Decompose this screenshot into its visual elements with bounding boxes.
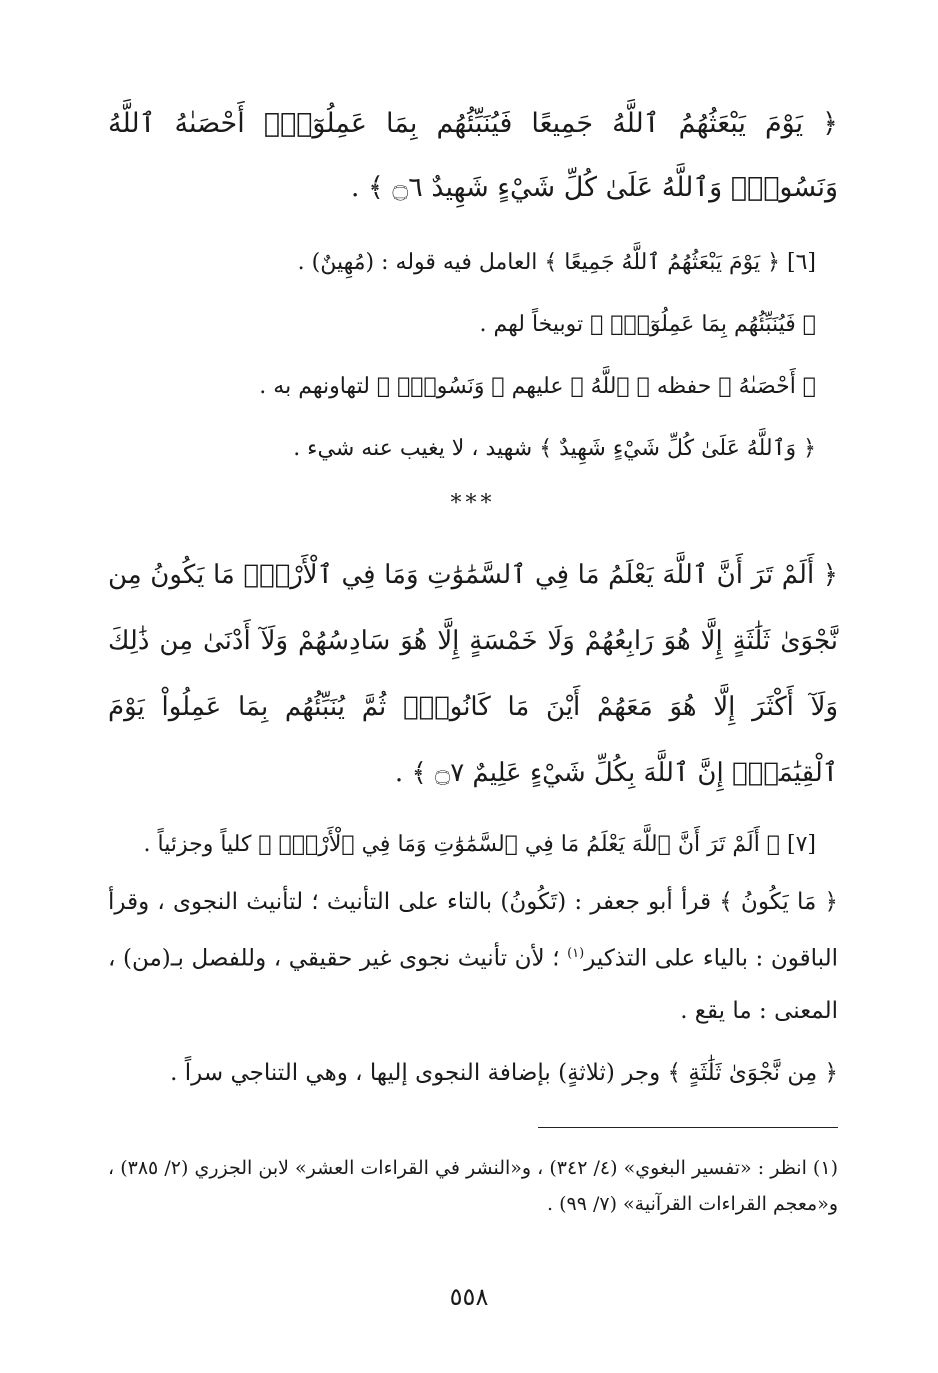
- footnote-reference[interactable]: (١): [567, 946, 585, 961]
- tafsir-7-para-3: ﴿ مِن نَّجْوَىٰ ثَلَٰثَةٍ ﴾ وجر (ثلاثةٍ) بإضافة النجوى إليها ، وهي التناجي سراً .: [170, 1059, 838, 1086]
- tafsir-7-para-2-tail: ؛ لأن تأنيث نجوى غير حقيقي ، وللفصل بـ(من) ، المعنى : ما يقع .: [108, 945, 838, 1024]
- tafsir-7-para-2: [108, 876, 838, 1037]
- tafsir-7-para-2-text: ﴿ مَا يَكُونُ ﴾ قرأ أبو جعفر : (تَكُونُ) بالتاء على التأنيث ؛ لتأنيث النجوى ، وقرأ الباقون : بالياء على التذكير: [108, 889, 838, 972]
- tafsir-6-para-3: ﴿ أَحْصَىٰهُ ﴾ حفظه ﴿ ٱللَّهُ ﴾ عليهم ﴿ وَنَسُوهُۚ ﴾ لتهاونهم به .: [259, 374, 816, 399]
- footnote: (١) انظر : «تفسير البغوي» (٤/ ٣٤٢) ، و«النشر في القراءات العشر» لابن الجزري (٢/ ٣٨٥) ، و«معجم القراءات القرآنية» (٧/ ٩٩) .: [108, 1156, 838, 1215]
- page-body: [108, 92, 838, 1222]
- tafsir-6-para-4: ﴿ وَٱللَّهُ عَلَىٰ كُلِّ شَيْءٍ شَهِيدٌ ﴾ شهيد ، لا يغيب عنه شيء .: [293, 436, 816, 461]
- section-separator: ***: [450, 491, 496, 516]
- page-number: ٥٥٨: [449, 1283, 489, 1311]
- tafsir-6-para-2: ﴿ فَيُنَبِّئُهُم بِمَا عَمِلُوٓاْۚ ﴾ توبيخاً لهم .: [479, 312, 816, 337]
- footnote-divider: [538, 1127, 838, 1128]
- quran-verse-7: ﴿ أَلَمْ تَرَ أَنَّ ٱللَّهَ يَعْلَمُ مَا فِي ٱلسَّمَٰوَٰتِ وَمَا فِي ٱلْأَرْضِۖ مَا يَكُونُ مِن نَّجْوَىٰ ثَلَٰثَةٍ إِلَّا هُوَ رَابِعُهُمْ وَلَا خَمْسَةٍ إِلَّا هُوَ سَادِسُهُمْ وَلَآ أَدْنَىٰ مِن ذَٰلِكَ وَلَآ أَكْثَرَ إِلَّا هُوَ مَعَهُمْ أَيْنَ مَا كَانُواْۖ ثُمَّ يُنَبِّئُهُم بِمَا عَمِلُواْ يَوْمَ ٱلْقِيَٰمَةِۚ إِنَّ ٱللَّهَ بِكُلِّ شَيْءٍ عَلِيمٌ ۝٧ ﴾ .: [108, 560, 838, 788]
- tafsir-7-para-1: [٧] ﴿ أَلَمْ تَرَ أَنَّ ٱللَّهَ يَعْلَمُ مَا فِي ٱلسَّمَٰوَٰتِ وَمَا فِي ٱلْأَرْضِۖ ﴾ كلياً وجزئياً .: [143, 832, 816, 857]
- tafsir-6-para-1: [٦] ﴿ يَوْمَ يَبْعَثُهُمُ ٱللَّهُ جَمِيعًا ﴾ العامل فيه قوله : (مُهِينٌ) .: [297, 250, 816, 275]
- quran-verse-6: ﴿ يَوْمَ يَبْعَثُهُمُ ٱللَّهُ جَمِيعًا فَيُنَبِّئُهُم بِمَا عَمِلُوٓاْۚ أَحْصَىٰهُ ٱللَّهُ وَنَسُوهُۚ وَٱللَّهُ عَلَىٰ كُلِّ شَيْءٍ شَهِيدٌ ۝٦ ﴾ .: [108, 108, 838, 203]
